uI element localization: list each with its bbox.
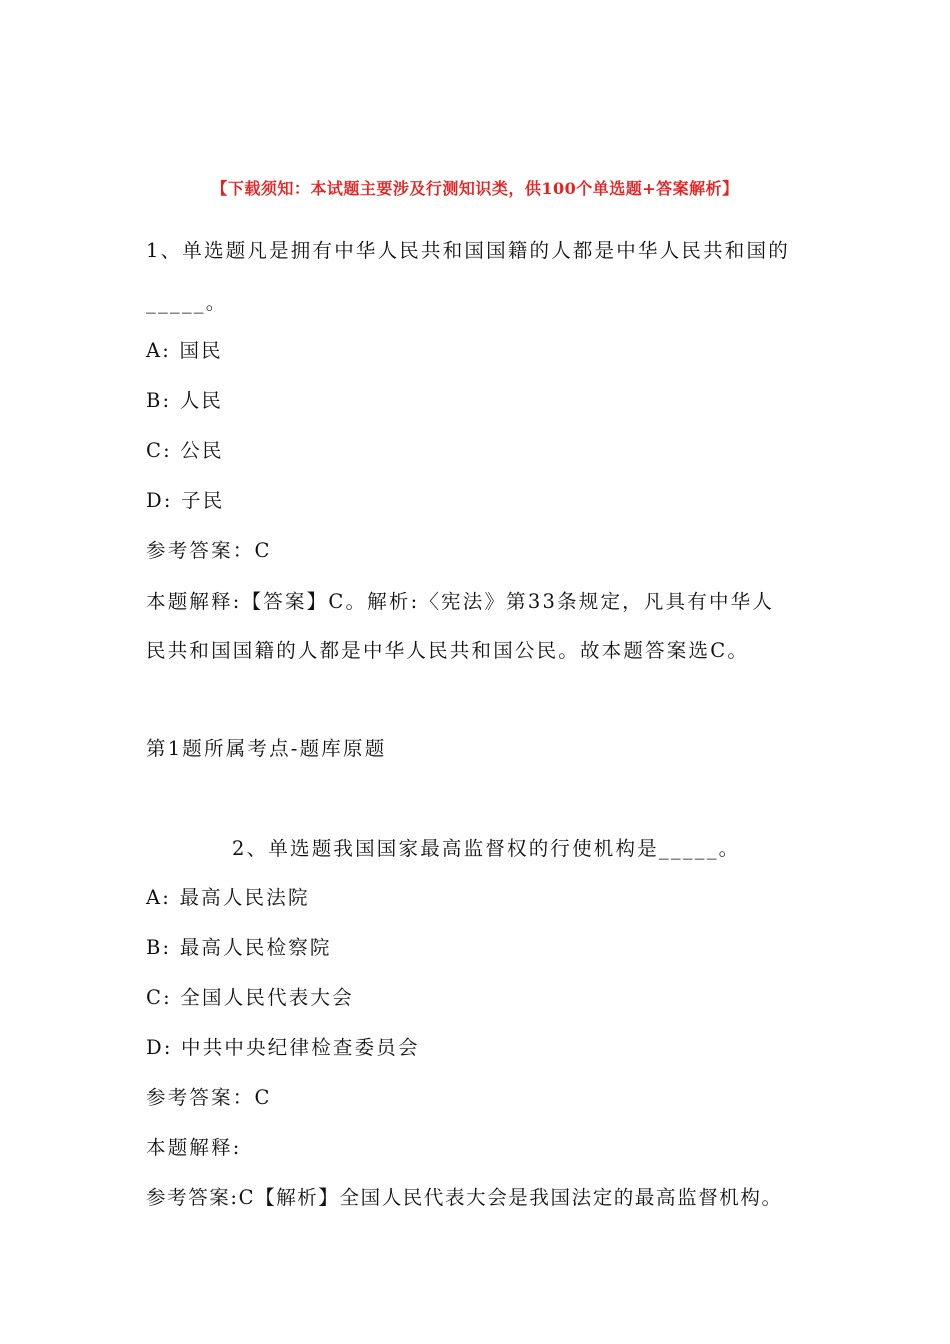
q1-topic: 第1题所属考点-题库原题	[146, 737, 387, 760]
q1-option-b: B: 人民	[146, 389, 224, 412]
q1-option-d: D: 子民	[146, 489, 225, 512]
q2-explanation: 参考答案:C【解析】全国人民代表大会是我国法定的最高监督机构。	[146, 1186, 783, 1209]
q2-option-d: D: 中共中央纪律检查委员会	[146, 1036, 420, 1059]
q2-stem: 2、单选题我国国家最高监督权的行使机构是_____。	[232, 837, 741, 860]
q1-stem-line1: 1、单选题凡是拥有中华人民共和国国籍的人都是中华人民共和国的	[146, 239, 790, 262]
q2-answer: 参考答案：C	[146, 1086, 272, 1109]
q2-explanation-label: 本题解释:	[146, 1136, 242, 1159]
q2-option-a: A: 最高人民法院	[146, 886, 310, 909]
download-notice: 【下载须知：本试题主要涉及行测知识类，供100个单选题+答案解析】	[211, 179, 739, 198]
q1-option-c: C: 公民	[146, 439, 224, 462]
q1-explanation-line1: 本题解释:【答案】C。解析:〈宪法》第33条规定，凡具有中华人	[146, 590, 775, 613]
q1-answer: 参考答案：C	[146, 539, 272, 562]
q1-explanation-line2: 民共和国国籍的人都是中华人民共和国公民。故本题答案选C。	[146, 639, 750, 662]
q2-option-c: C: 全国人民代表大会	[146, 986, 354, 1009]
q2-option-b: B: 最高人民检察院	[146, 936, 332, 959]
q1-stem-line2: _____。	[146, 291, 228, 314]
q1-option-a: A: 国民	[146, 339, 223, 362]
